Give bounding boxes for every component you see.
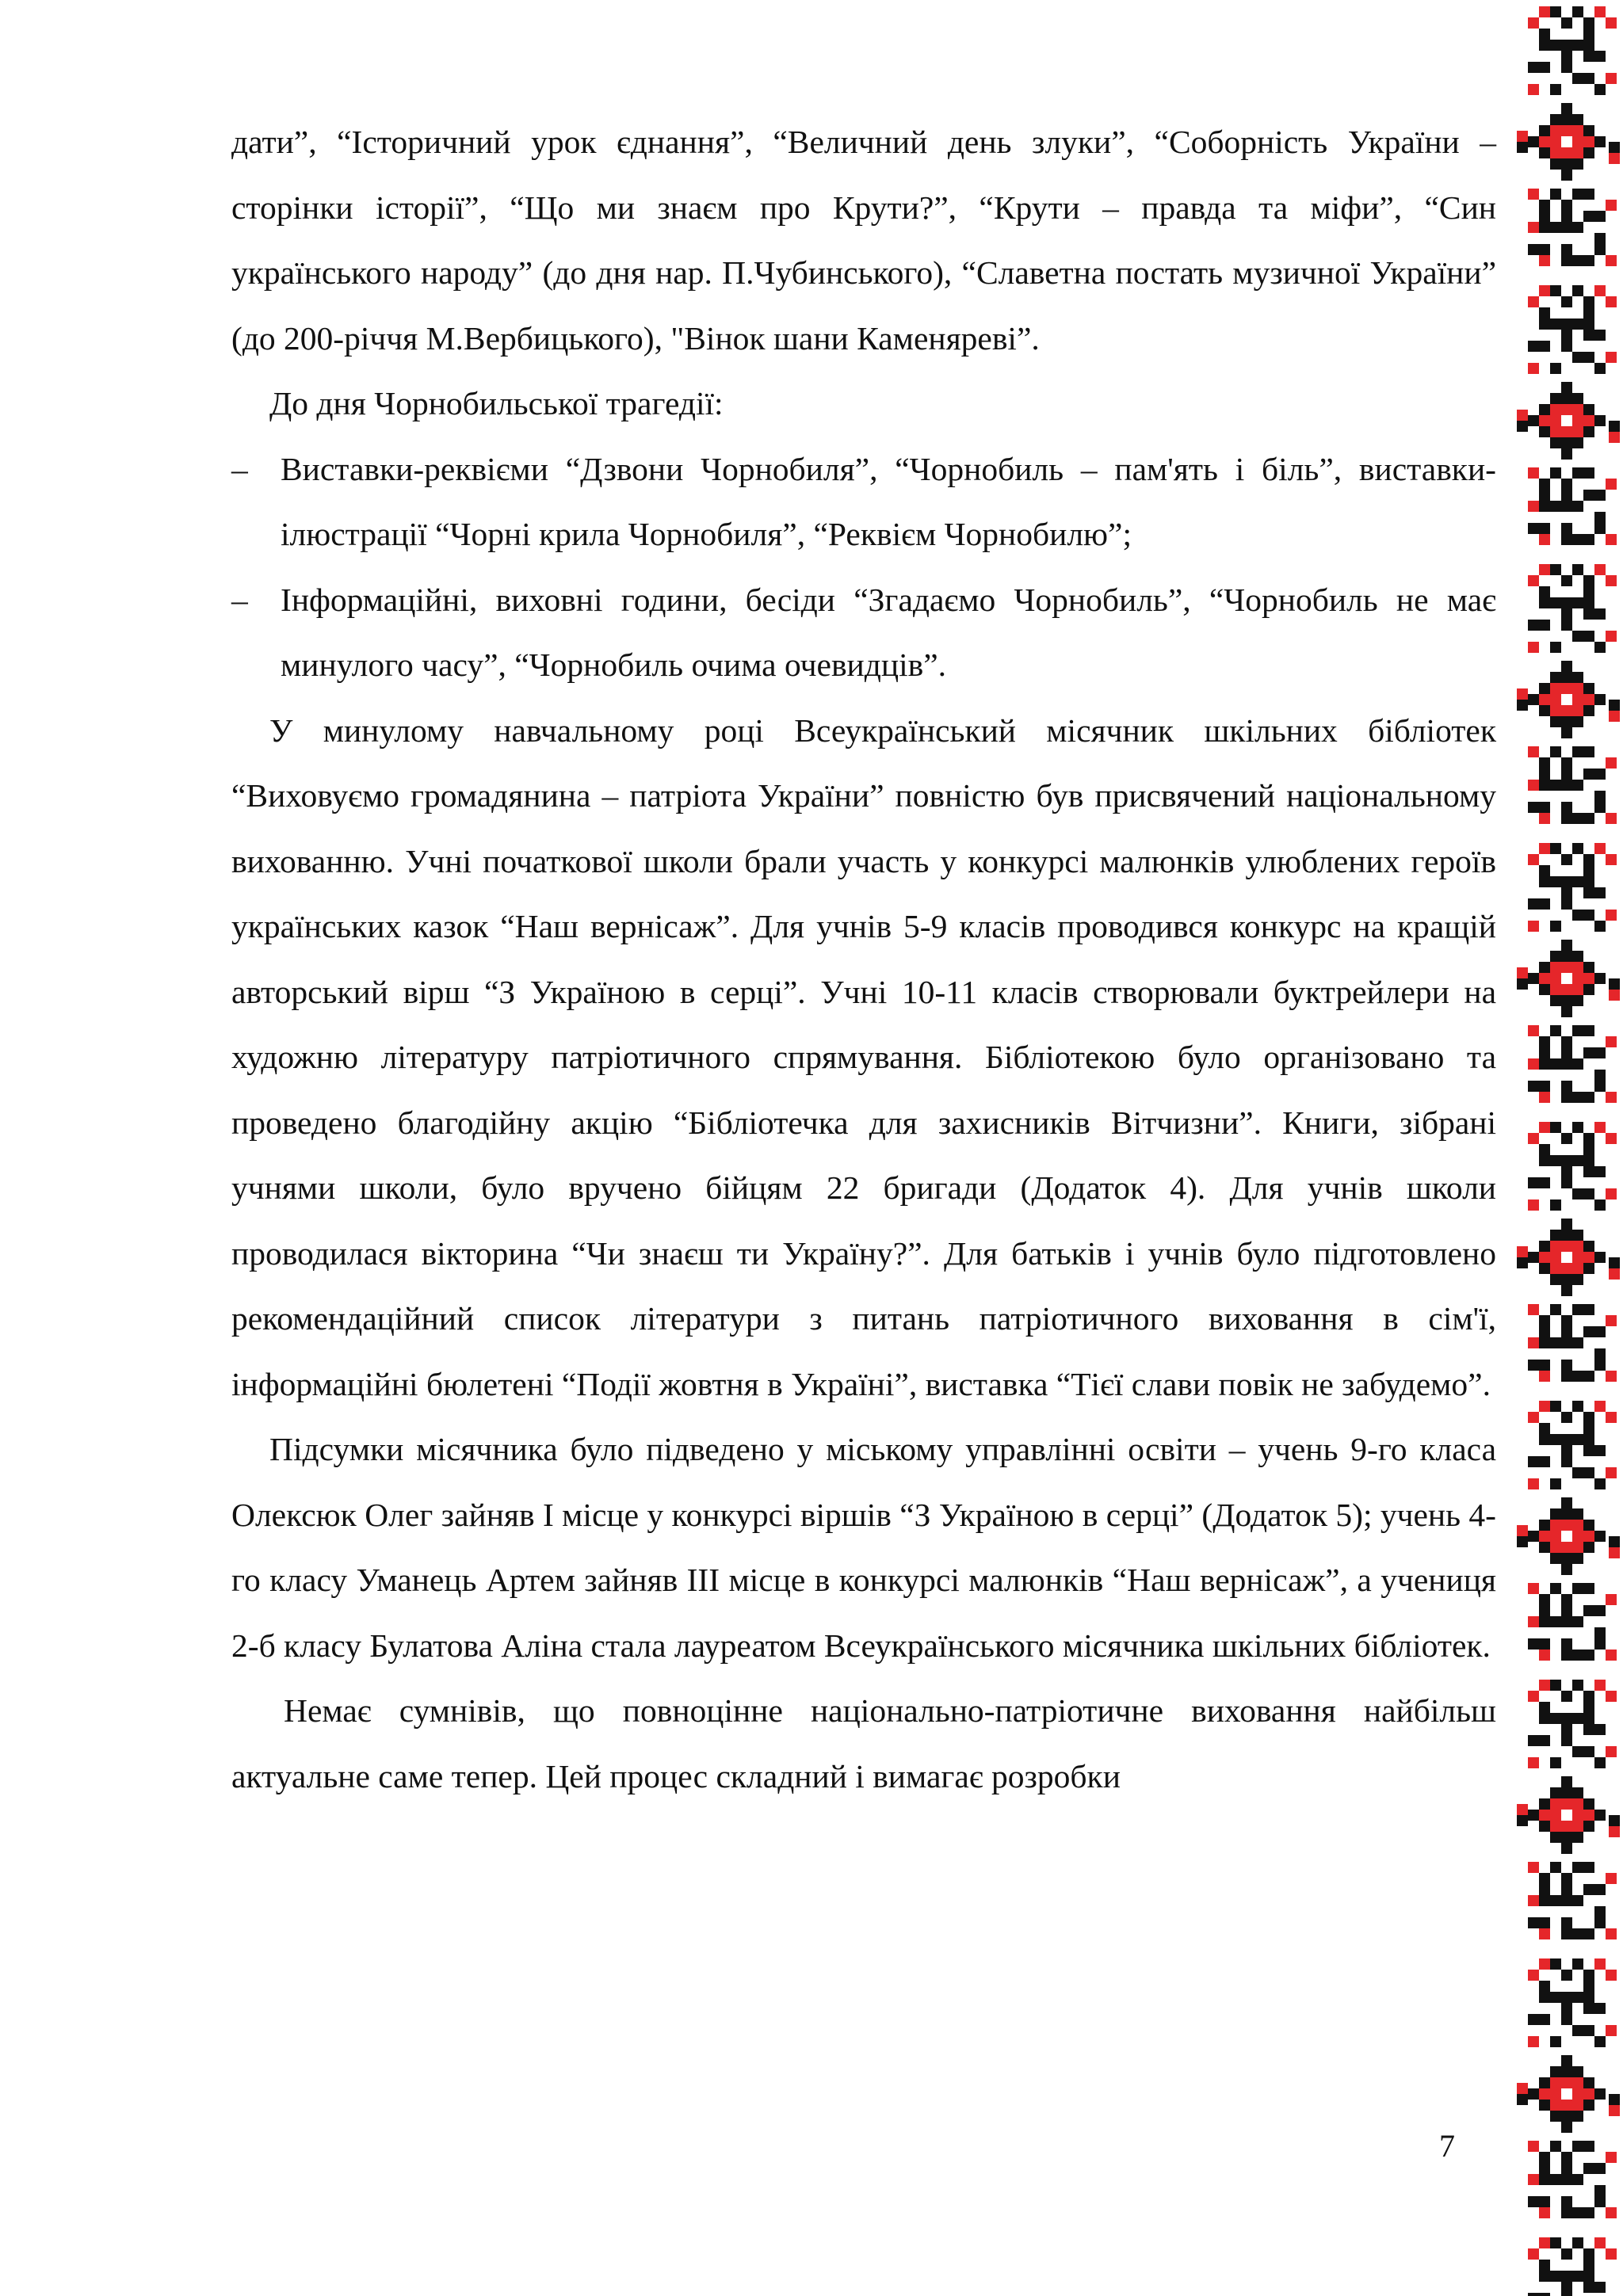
paragraph-library-month: У минулому навчальному році Всеукраїнський місячник шкільних бібліотек “Виховуємо громадянина – патріота України” повністю був присвячений національному вихованню. Учні початкової школи брали участь у конкурсі малюнків улюблених героїв українських казок “Наш вернісаж”. Для учнів 5-9 класів проводився конкурс на кращій авторський вірш “З Україною в серці”. Учні 10-11 класів створювали буктрейлери на художню літературу патріотичного спрямування. Бібліотекою було організовано та проведено благодійну акцію “Бібліотечка для захисників Вітчизни”. Книги, зібрані учнями школи, було вручено бійцям 22 бригади (Додаток 4). Для учнів школи проводилася вікторина “Чи знаєш ти Україну?”. Для батьків і учнів було підготовлено рекомендаційний список літератури з питань патріотичного виховання в сім'ї, інформаційні бюлетені “Події жовтня в Україні”, виставка “Тієї слави повік не забудемо”. [231, 711, 1496, 1402]
list-item [231, 437, 1496, 567]
list-dash: – [231, 450, 248, 487]
paragraph-conclusion: Немає сумнівів, що повноцінне національно-патріотичне виховання найбільш актуальне саме тепер. Цей процес складний і вимагає розробки [231, 1692, 1496, 1794]
paragraph-chornobyl-heading: До дня Чорнобильської трагедії: [269, 385, 724, 421]
ukrainian-embroidery-border-icon [1514, 0, 1623, 2296]
chornobyl-events-list [231, 437, 1496, 698]
page-number: 7 [1439, 2128, 1455, 2164]
list-item [231, 567, 1496, 698]
paragraph-events-list: дати”, “Історичний урок єднання”, “Величний день злуки”, “Соборність України – сторінки історії”, “Що ми знаєм про Крути?”, “Крути – правда та міфи”, “Син українського народу” (до дня нар. П.Чубинського), “Славетна постать музичної України” (до 200-річчя М.Вербицького), "Вінок шани Каменяреві”. [231, 124, 1496, 357]
list-dash: – [231, 581, 248, 618]
list-item-text: Інформаційні, виховні години, бесіди “Згадаємо Чорнобиль”, “Чорнобиль не має минулого часу”, “Чорнобиль очима очевидців”. [281, 581, 1496, 683]
document-body [231, 109, 1496, 1809]
paragraph-results: Підсумки місячника було підведено у міському управлінні освіти – учень 9-го класа Олексюк Олег зайняв І місце у конкурсі віршів “З Україною в серці” (Додаток 5); учень 4-го класу Уманець Артем зайняв ІІІ місце в конкурсі малюнків “Наш вернісаж”, а учениця 2-б класу Булатова Аліна стала лауреатом Всеукраїнського місячника шкільних бібліотек. [231, 1431, 1496, 1664]
list-item-text: Виставки-реквієми “Дзвони Чорнобиля”, “Чорнобиль – пам'ять і біль”, виставки-ілюстрації “Чорні крила Чорнобиля”, “Реквієм Чорнобилю”; [281, 450, 1496, 552]
